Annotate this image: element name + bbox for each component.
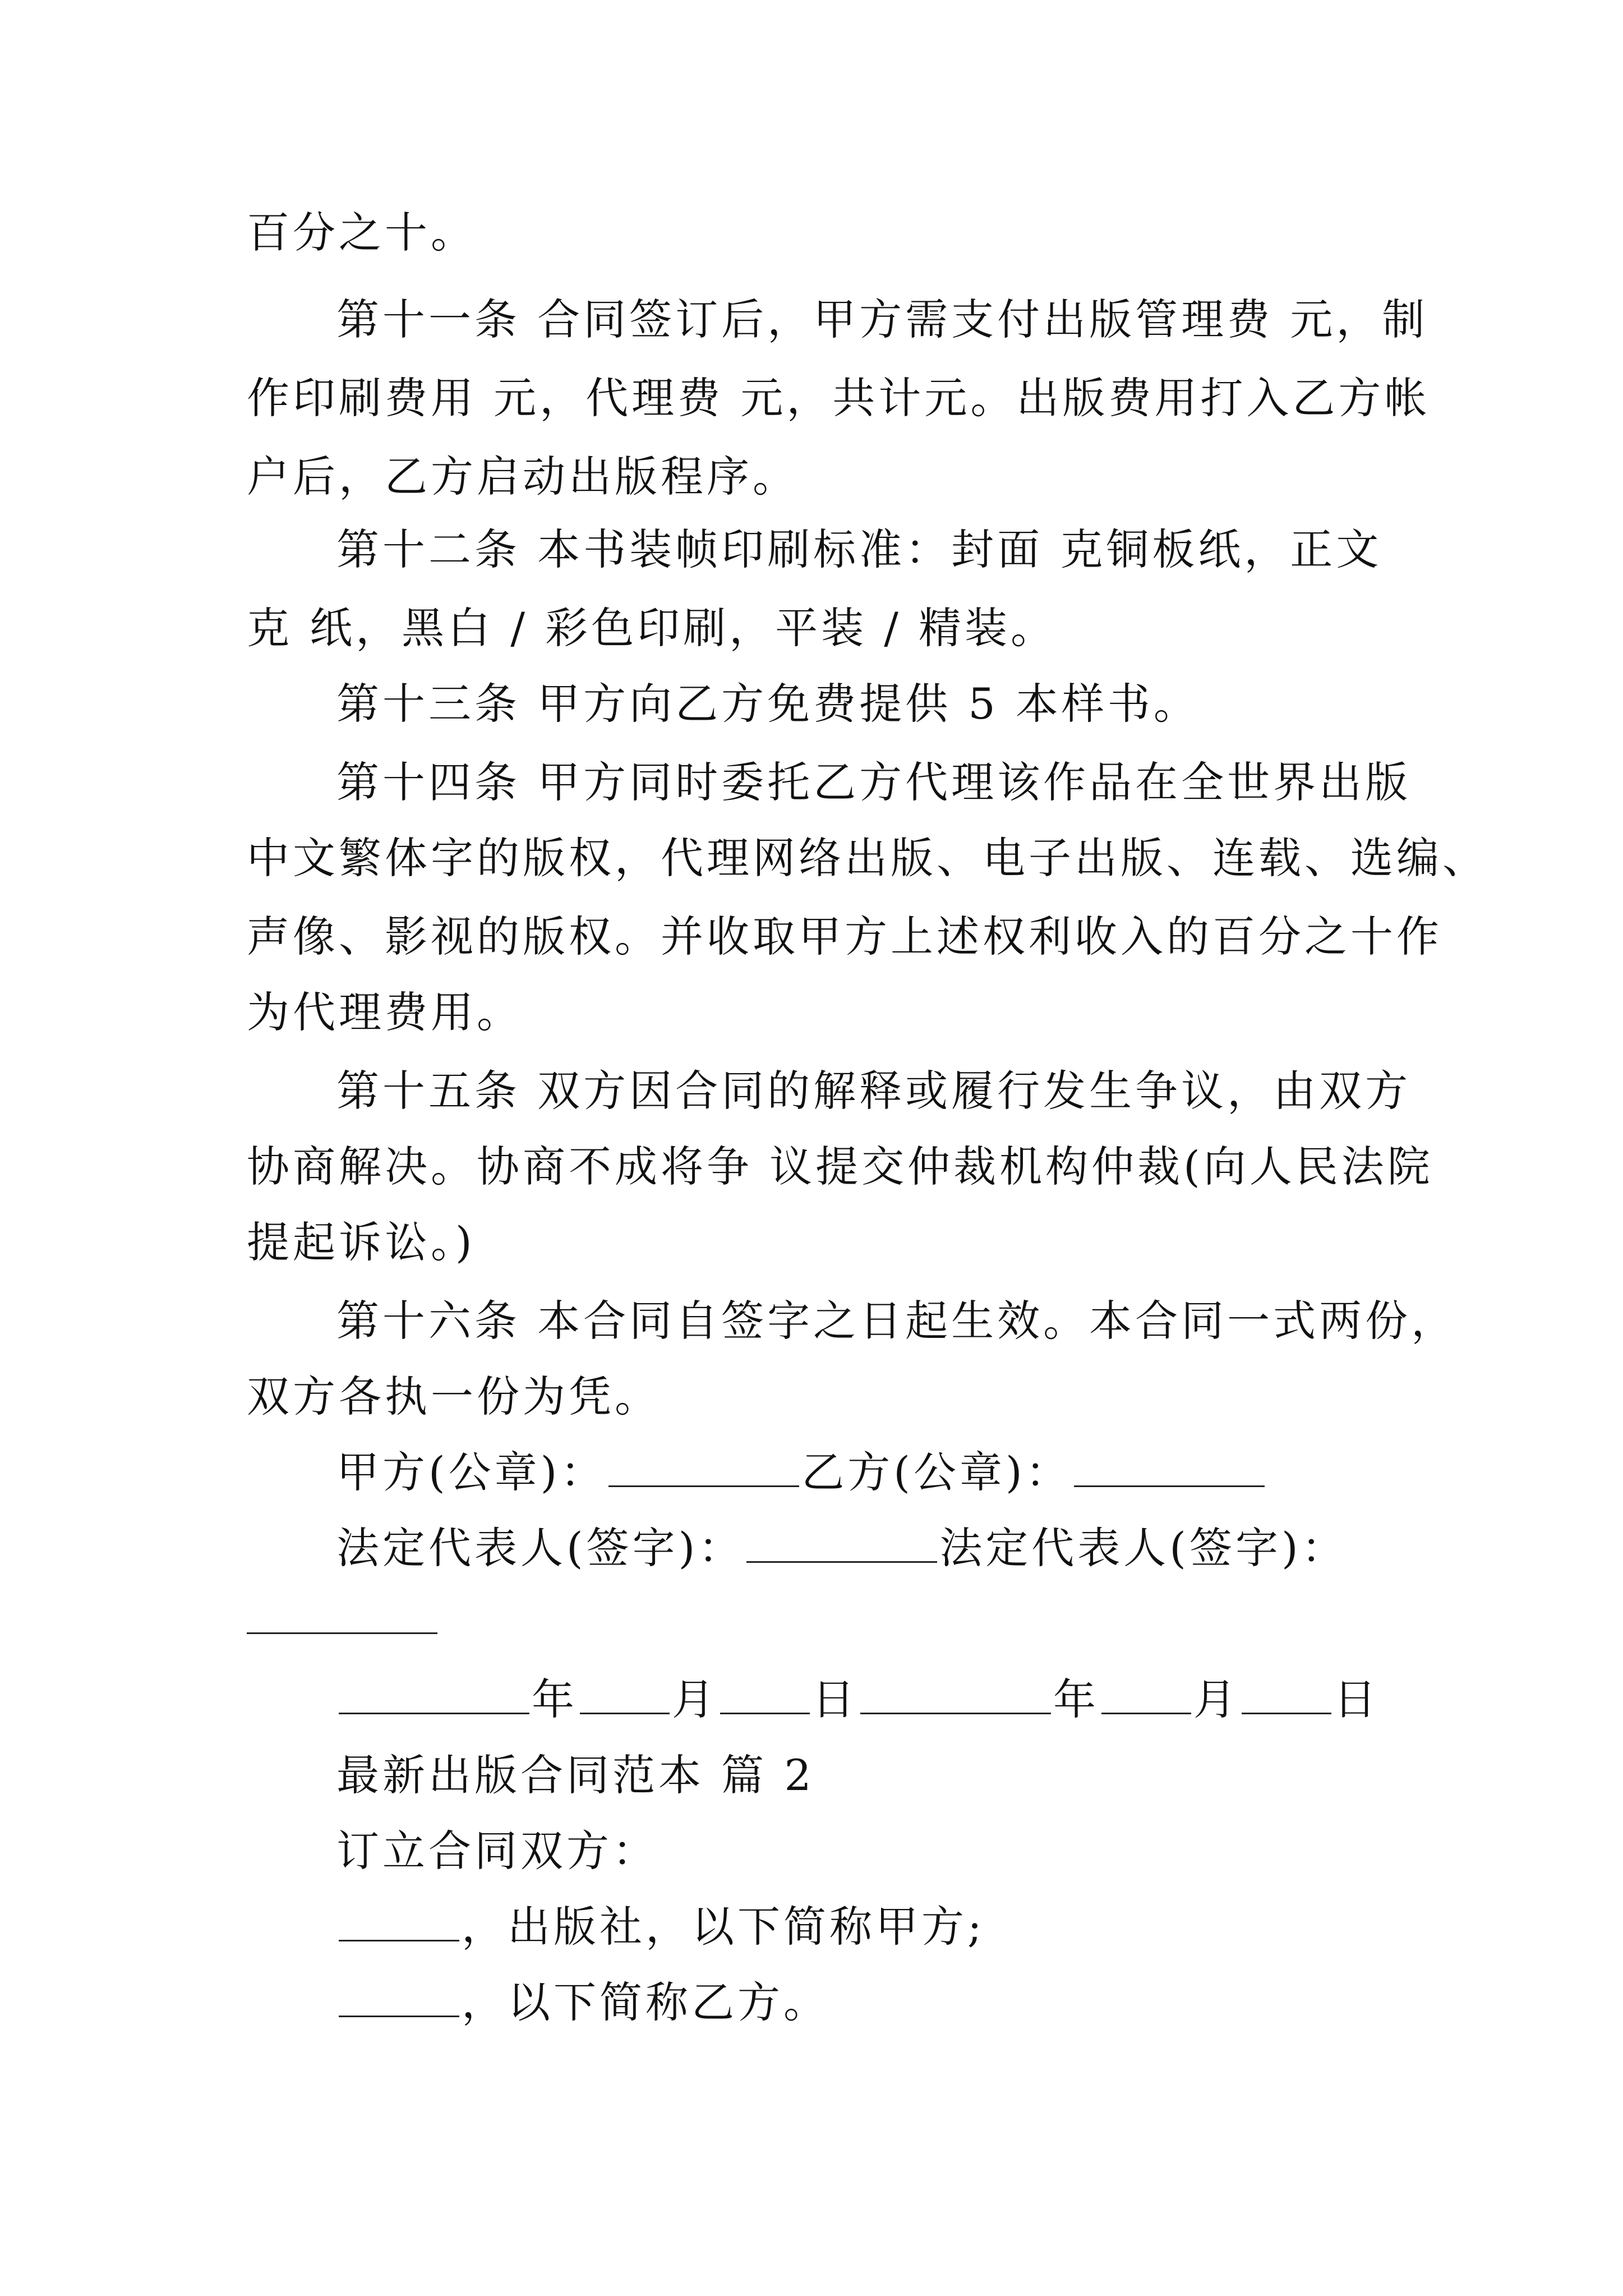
paragraph-line: 百分之十。 [247,208,477,257]
rep-b-blank [247,1632,437,1634]
year-blank-b [860,1672,1051,1714]
article-14-line-4: 为代理费用。 [247,987,523,1037]
article-16-line-2: 双方各执一份为凭。 [247,1372,661,1421]
month-label-a: 月 [672,1674,718,1724]
rep-a-blank [746,1521,937,1563]
article-13-line-1: 第十三条 甲方向乙方免费提供 5 本样书。 [336,679,1200,729]
party-b-seal-blank [1074,1445,1265,1487]
party-a-line [336,1899,985,1955]
article-15-line-2: 协商解决。协商不成将争 议提交仲裁机构仲裁(向人民法院 [247,1142,1433,1191]
day-label-a: 日 [812,1674,858,1724]
party-a-name-blank [339,1899,459,1941]
year-label-a: 年 [532,1674,578,1724]
day-blank-a [720,1672,810,1714]
rep-b-label: 法定代表人(签字)： [939,1523,1348,1573]
representative-signature-line [336,1520,1348,1576]
article-12-line-1: 第十二条 本书装帧印刷标准：封面 克铜板纸，正文 [336,524,1382,574]
party-b-text: ，以下简称乙方。 [462,1977,829,2027]
seal-signature-line [336,1444,1267,1501]
party-a-seal-label: 甲方(公章)： [336,1447,607,1497]
party-b-name-blank [339,1975,459,2017]
article-14-line-1: 第十四条 甲方同时委托乙方代理该作品在全世界出版 [336,757,1412,807]
party-a-seal-blank [608,1445,799,1487]
date-line [336,1672,1380,1728]
month-blank-b [1101,1672,1191,1714]
article-15-line-3: 提起诉讼。) [247,1217,476,1267]
parties-label: 订立合同双方： [336,1826,658,1876]
month-label-b: 月 [1193,1674,1239,1724]
party-b-seal-label: 乙方(公章)： [801,1447,1072,1497]
party-a-text: ，出版社，以下简称甲方; [462,1902,985,1952]
article-14-line-3: 声像、影视的版权。并收取甲方上述权利收入的百分之十作 [247,912,1442,961]
article-16-line-1: 第十六条 本合同自签字之日起生效。本合同一式两份， [336,1296,1458,1346]
rep-a-label: 法定代表人(签字)： [336,1523,745,1573]
article-15-line-1: 第十五条 双方因合同的解释或履行发生争议，由双方 [336,1066,1412,1116]
article-11-line-3: 户后，乙方启动出版程序。 [247,452,799,501]
year-blank-a [339,1672,529,1714]
day-blank-b [1242,1672,1331,1714]
article-12-line-2: 克 纸，黑白 / 彩色印刷，平装 / 精装。 [247,603,1057,653]
article-11-line-2: 作印刷费用 元，代理费 元，共计元。出版费用打入乙方帐 [247,373,1431,423]
article-14-line-2: 中文繁体字的版权，代理网络出版、电子出版、连载、选编、 [247,833,1488,883]
party-b-line [336,1975,829,2031]
year-label-b: 年 [1053,1674,1099,1724]
section-title: 最新出版合同范本 篇 2 [336,1750,815,1800]
month-blank-a [580,1672,670,1714]
article-11-line-1: 第十一条 合同签订后，甲方需支付出版管理费 元，制 [336,295,1428,344]
day-label-b: 日 [1334,1674,1380,1724]
